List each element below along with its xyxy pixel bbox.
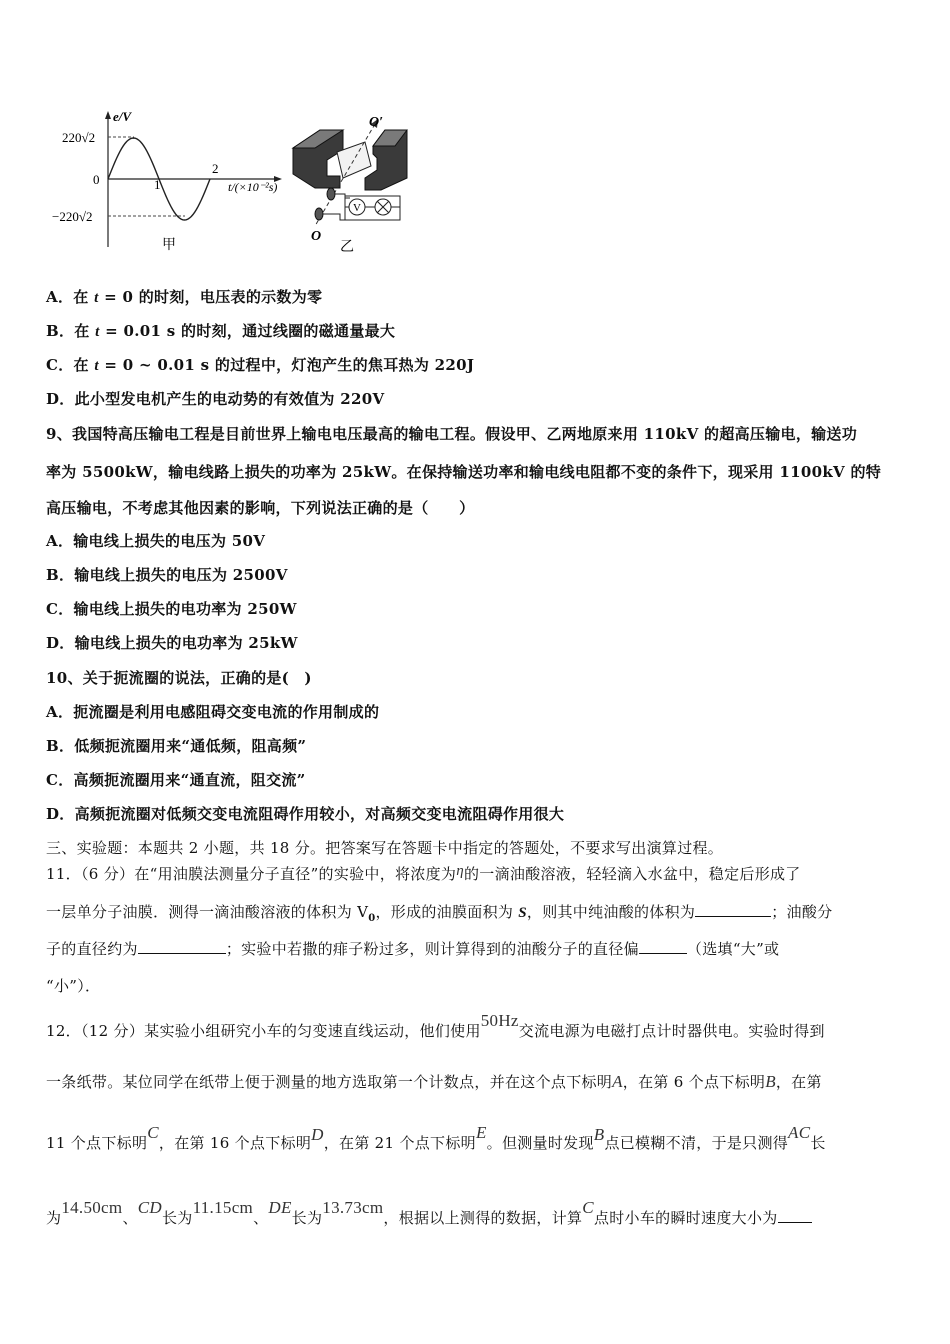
q11-line1: 11．（6 分）在“用油膜法测量分子直径”的实验中，将浓度为η的一滴油酸溶液，轻轻滴入水盆中，稳定后形成了 xyxy=(46,863,801,883)
freq-value: 50Hz xyxy=(480,1011,519,1030)
answer-blank-velocity[interactable] xyxy=(778,1208,812,1223)
graph-t2: 2 xyxy=(212,161,219,176)
q9-option-a: A．输电线上损失的电压为 50V xyxy=(46,532,266,550)
answer-blank-diameter[interactable] xyxy=(138,939,226,954)
q9-stem-line2: 率为 5500kW，输电线路上损失的功率为 25kW。在保持输送功率和输电线电阻都不变的条件下，现采用 1100kV 的特 xyxy=(46,463,882,481)
graph-xlabel: t/(×10⁻²s) xyxy=(228,180,278,194)
q8-option-b: B．在 t = 0.01 s 的时刻，通过线圈的磁通量最大 xyxy=(46,322,396,340)
graph-t1: 1 xyxy=(154,177,161,192)
graph-ymax: 220√2 xyxy=(62,130,96,145)
graph-ylabel: e/V xyxy=(113,109,132,124)
slip-ring-1 xyxy=(327,188,335,200)
q10-option-b: B．低频扼流圈用来“通低频，阻高频” xyxy=(46,737,307,755)
answer-blank-bias[interactable] xyxy=(639,939,687,954)
q10-stem: 10、关于扼流圈的说法，正确的是( ) xyxy=(46,669,312,687)
q12-line4: 为14.50cm、CD长为11.15cm、DE长为13.73cm，根据以上测得的数据，计算C点时小车的瞬时速度大小为 xyxy=(46,1207,812,1228)
q9-option-b: B．输电线上损失的电压为 2500V xyxy=(46,566,288,584)
q11-line4: “小”）． xyxy=(46,977,101,995)
q11-line3: 子的直径约为 ；实验中若撒的痱子粉过多，则计算得到的油酸分子的直径偏 （选填“大”或 xyxy=(46,940,780,958)
q10-option-c: C．高频扼流圈用来“通直流，阻交流” xyxy=(46,771,306,789)
slip-ring-2 xyxy=(315,208,323,220)
graph-ymin: −220√2 xyxy=(52,209,93,224)
q12-line2: 一条纸带。某位同学在纸带上便于测量的地方选取第一个计数点，并在这个点下标明A，在第 6 个点下标明B，在第 xyxy=(46,1072,822,1091)
axis-bottom-label: O xyxy=(311,229,322,244)
voltmeter-label: V xyxy=(353,202,361,214)
q9-option-d: D．输电线上损失的电功率为 25kW xyxy=(46,634,298,652)
section-3-heading: 三、实验题：本题共 2 小题，共 18 分。把答案写在答题卡中指定的答题处，不要求写出演算过程。 xyxy=(46,839,724,857)
axis-top-label: O′ xyxy=(369,115,384,130)
q10-option-d: D．高频扼流圈对低频交变电流阻碍作用较小，对高频交变电流阻碍作用很大 xyxy=(46,805,565,823)
figure-generator-yi xyxy=(285,108,420,256)
graph-caption: 甲 xyxy=(162,238,176,253)
q9-stem-line3: 高压输电，不考虑其他因素的影响，下列说法正确的是（ ） xyxy=(46,499,475,517)
answer-blank-volume[interactable] xyxy=(695,902,771,917)
q8-option-c: C．在 t = 0 ~ 0.01 s 的过程中，灯泡产生的焦耳热为 220J xyxy=(46,356,475,374)
q9-stem-line1: 9、我国特高压输电工程是目前世界上输电电压最高的输电工程。假设甲、乙两地原来用 110kV 的超高压输电，输送功 xyxy=(46,425,858,443)
graph-zero: 0 xyxy=(93,172,100,187)
q9-option-c: C．输电线上损失的电功率为 250W xyxy=(46,600,297,618)
q12-line3: 11 个点下标明C，在第 16 个点下标明D，在第 21 个点下标明E。但测量时发现B点已模糊不清，于是只测得AC长 xyxy=(46,1123,826,1152)
generator-caption: 乙 xyxy=(340,240,354,255)
q12-line1: 12．（12 分）某实验小组研究小车的匀变速直线运动，他们使用50Hz交流电源为电磁打点计时器供电。实验时得到 xyxy=(46,1011,825,1040)
eta-symbol: η xyxy=(456,863,464,879)
q8-option-a: A．在 t = 0 的时刻，电压表的示数为零 xyxy=(46,288,323,306)
y-axis-arrow xyxy=(105,111,111,119)
q10-option-a: A．扼流圈是利用电感阻碍交变电流的作用制成的 xyxy=(46,703,380,721)
figure-graph-jia xyxy=(50,105,300,260)
q8-option-d: D．此小型发电机产生的电动势的有效值为 220V xyxy=(46,390,385,408)
q11-line2: 一层单分子油膜．测得一滴油酸溶液的体积为 $V_0$，形成的油膜面积为 S，则其中纯油酸的体积为 ；油酸分 xyxy=(46,903,833,924)
